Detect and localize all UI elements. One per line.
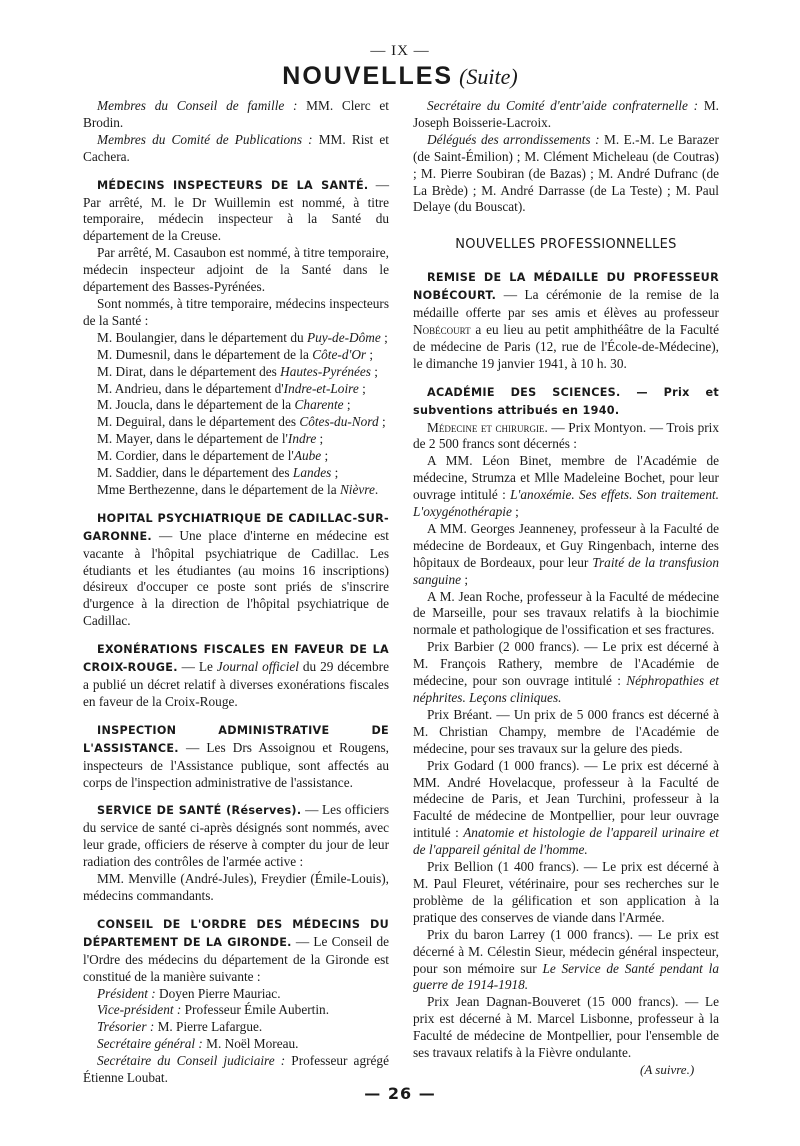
conseil-role: Trésorier : M. Pierre Lafargue. [97,1019,263,1035]
prize-paragraph: Prix Bellion (1 400 francs). — Le prix est décerné à M. Paul Fleuret, vétérinaire, pour ses recherches sur le problème de la gélification et son application à la pratique des conserves de viande dans l'Armée. [413,859,719,925]
title-suite: (Suite) [459,64,518,89]
conseil-role: Secrétaire du Conseil judiciaire : Professeur agrégé Étienne Loubat. [83,1053,389,1086]
exonerations-heading: EXONÉRATIONS FISCALES EN FAVEUR DE LA CROIX-ROUGE. [83,643,389,675]
service-heading: SERVICE DE SANTÉ (Réserves). [97,804,302,818]
title-nouvelles: NOUVELLES [282,62,454,90]
exonerations-paragraph: EXONÉRATIONS FISCALES EN FAVEUR DE LA CROIX-ROUGE. — Le Journal officiel du 29 décembre a publié un décret relatif à diverses exonérations fiscales en faveur de la Croix-Rouge. [83,643,389,709]
page-number: — 26 — [364,1084,436,1103]
conseil-role: Président : Doyen Pierre Mauriac. [97,985,281,1001]
prize-paragraph: Prix du baron Larrey (1 000 francs). — Le prix est décerné à M. Célestin Sieur, médecin général inspecteur, pour son mémoire sur Le Service de Santé pendant la guerre de 1914-1918. [413,926,719,993]
inspection-paragraph: INSPECTION ADMINISTRATIVE DE L'ASSISTANCE. — Les Drs Assoignou et Rougens, inspecteurs de l'Assistance publique, sont affectés au corps de l'inspection administrative de l'assistance. [83,723,389,790]
page-title [0,62,800,91]
hopital-paragraph: HOPITAL PSYCHIATRIQUE DE CADILLAC-SUR-GARONNE. — Une place d'interne en médecine est vacante à l'hôpital psychiatrique de Cadillac. Les étudiants et les étudiantes (au moins 16 inscriptions) désireux d'occuper ce poste sont priés de s'inscrire d'urgence à la direction de l'hôpital psychiatrique de Cadillac. [83,511,389,629]
medecins-lead-paragraph: MÉDECINS INSPECTEURS DE LA SANTÉ. — Par arrêté, M. le Dr Wuillemin est nommé, à titre temporaire, médecin inspecteur à la Santé du département de la Creuse. [83,176,389,244]
conseil-ordre-paragraph: CONSEIL DE L'ORDRE DES MÉDECINS DU DÉPARTEMENT DE LA GIRONDE. — Le Conseil de l'Ordre des médecins du département de la Gironde est constitué de la manière suivante : [83,917,389,984]
service-paragraph-2: MM. Menville (André-Jules), Freydier (Émile-Louis), médecins commandants. [83,871,389,903]
remise-medaille-section [413,269,719,372]
conseil-role: Secrétaire général : M. Noël Moreau. [97,1036,299,1052]
prize-paragraph: A MM. Léon Binet, membre de l'Académie de médecine, Strumza et Mlle Madeleine Bochet, pour leur ouvrage intitulé : L'anoxémie. Ses effets. Son traitement. L'oxygénothérapie ; [413,453,719,520]
inspector-item: M. Andrieu, dans le département d'Indre-et-Loire ; [97,380,366,396]
academie-heading-paragraph [413,384,719,420]
prize-paragraph: Prix Jean Dagnan-Bouveret (15 000 francs). — Le prix est décerné à M. Marcel Lisbonne, professeur à la Faculté de médecine de Montpellier, pour l'ensemble de ses travaux relatifs à la Fièvre ondulante. [413,994,719,1061]
right-column [413,98,719,1062]
remise-heading: REMISE DE LA MÉDAILLE DU PROFESSEUR NOBÉCOURT. [413,271,719,303]
page-folio: — IX — [370,43,430,59]
prize-paragraph: A M. Jean Roche, professeur à la Faculté de médecine de Marseille, pour ses travaux relatifs à la biochimie normale et pathologique de l'ossification et ses fractures. [413,588,719,638]
medecins-inspecteurs-section [83,177,389,499]
inspector-item: M. Mayer, dans le département de l'Indre ; [97,431,324,447]
exonerations-section [83,641,389,711]
inspector-item: M. Saddier, dans le département des Landes ; [97,465,339,481]
academie-section [413,384,719,1062]
academie-sub-paragraph: Médecine et chirurgie. — Prix Montyon. — Trois prix de 2 500 francs sont décernés : [413,419,719,452]
hopital-section [83,510,389,630]
inspector-item: M. Deguiral, dans le département des Côtes-du-Nord ; [97,414,386,430]
remise-paragraph: REMISE DE LA MÉDAILLE DU PROFESSEUR NOBÉCOURT. — La cérémonie de la remise de la médaille offerte par ses amis et élèves au professeur Nobécourt a eu lieu au petit amphithéâtre de la Faculté de médecine de Paris (12, rue de l'École-de-Médecine), le dimanche 19 janvier 1941, à 10 h. 30. [413,271,719,371]
inspector-item: M. Joucla, dans le département de la Charente ; [97,397,351,413]
inspector-item: M. Dumesnil, dans le département de la Côte-d'Or ; [97,346,374,362]
prize-paragraph: Prix Barbier (2 000 francs). — Le prix est décerné à M. François Rathery, membre de l'Académie de médecine, pour son ouvrage intitulé : Néphropathies et néphrites. Leçons cliniques. [413,639,719,705]
delegues-paragraph: Délégués des arrondissements : M. E.-M. Le Barazer (de Saint-Émilion) ; M. Clément Micheleau (de Coutras) ; M. Pierre Soubiran (de Bazas) ; M. André Dufranc (de La Brède) ; M. André Darrasse (de La Teste) ; M. Paul Delaye (du Bouscat). [413,131,719,215]
prize-paragraph: Prix Godard (1 000 francs). — Le prix est décerné à MM. André Hovelacque, professeur à la Faculté de médecine de Paris, et Jean Turchini, professeur à la Faculté de médecine de Montpellier, pour leur ouvrage intitulé : Anatomie et histologie de l'appareil urinaire et de l'appareil génital de l'homme. [413,757,719,858]
medecins-heading: MÉDECINS INSPECTEURS DE LA SANTÉ. [97,178,369,192]
inspection-heading: INSPECTION ADMINISTRATIVE DE L'ASSISTANCE. [83,723,389,755]
comite-publications-paragraph: Membres du Comité de Publications : MM. Rist et Cachera. [83,131,389,164]
inspector-item: M. Boulangier, dans le département du Puy-de-Dôme ; [97,329,388,345]
conseil-role: Vice-président : Professeur Émile Aubertin. [97,1002,330,1018]
inspection-section [83,722,389,792]
service-paragraph: SERVICE DE SANTÉ (Réserves). — Les officiers du service de santé ci-après désignés sont nommés, avec leur grade, officiers de réserve à compter du jour de leur radiation des contrôles de l'armée active : [83,802,389,870]
academie-heading: ACADÉMIE DES SCIENCES. — Prix et subventions attribués en 1940. [413,385,719,417]
conseil-famille-paragraph: Membres du Conseil de famille : MM. Clerc et Brodin. [83,98,389,130]
medecins-paragraph-2: Par arrêté, M. Casaubon est nommé, à titre temporaire, médecin inspecteur adjoint de la Santé dans le département des Basses-Pyrénées. [83,245,389,295]
inspector-item: M. Dirat, dans le département des Hautes-Pyrénées ; [97,363,379,379]
comite-entraide-paragraph: Secrétaire du Comité d'entr'aide confraternelle : M. Joseph Boisserie-Lacroix. [413,98,719,130]
a-suivre-note: (A suivre.) [640,1062,695,1077]
section-title-professionnelles: NOUVELLES PROFESSIONNELLES [455,237,677,253]
inspector-item: M. Cordier, dans le département de l'Aube ; [97,448,329,464]
conseil-ordre-heading: CONSEIL DE L'ORDRE DES MÉDECINS DU DÉPARTEMENT DE LA GIRONDE. [83,917,389,949]
inspector-item: Mme Berthezenne, dans le département de la Nièvre. [97,481,379,497]
prize-paragraph: A MM. Georges Jeanneney, professeur à la Faculté de médecine de Bordeaux, et Guy Ringenbach, interne des hôpitaux de Bordeaux, pour leur Traité de la transfusion sanguine ; [413,520,719,587]
hopital-heading: HOPITAL PSYCHIATRIQUE DE CADILLAC-SUR-GARONNE. [83,511,389,543]
medecins-paragraph-3: Sont nommés, à titre temporaire, médecins inspecteurs de la Santé : [83,295,389,328]
prize-paragraph: Prix Bréant. — Un prix de 5 000 francs est décerné à M. Christian Champy, membre de l'Académie de médecine, pour ses travaux sur la gelure des pieds. [413,706,719,756]
left-column [83,98,389,1087]
conseil-ordre-section [83,916,389,1087]
service-sante-section [83,802,389,904]
